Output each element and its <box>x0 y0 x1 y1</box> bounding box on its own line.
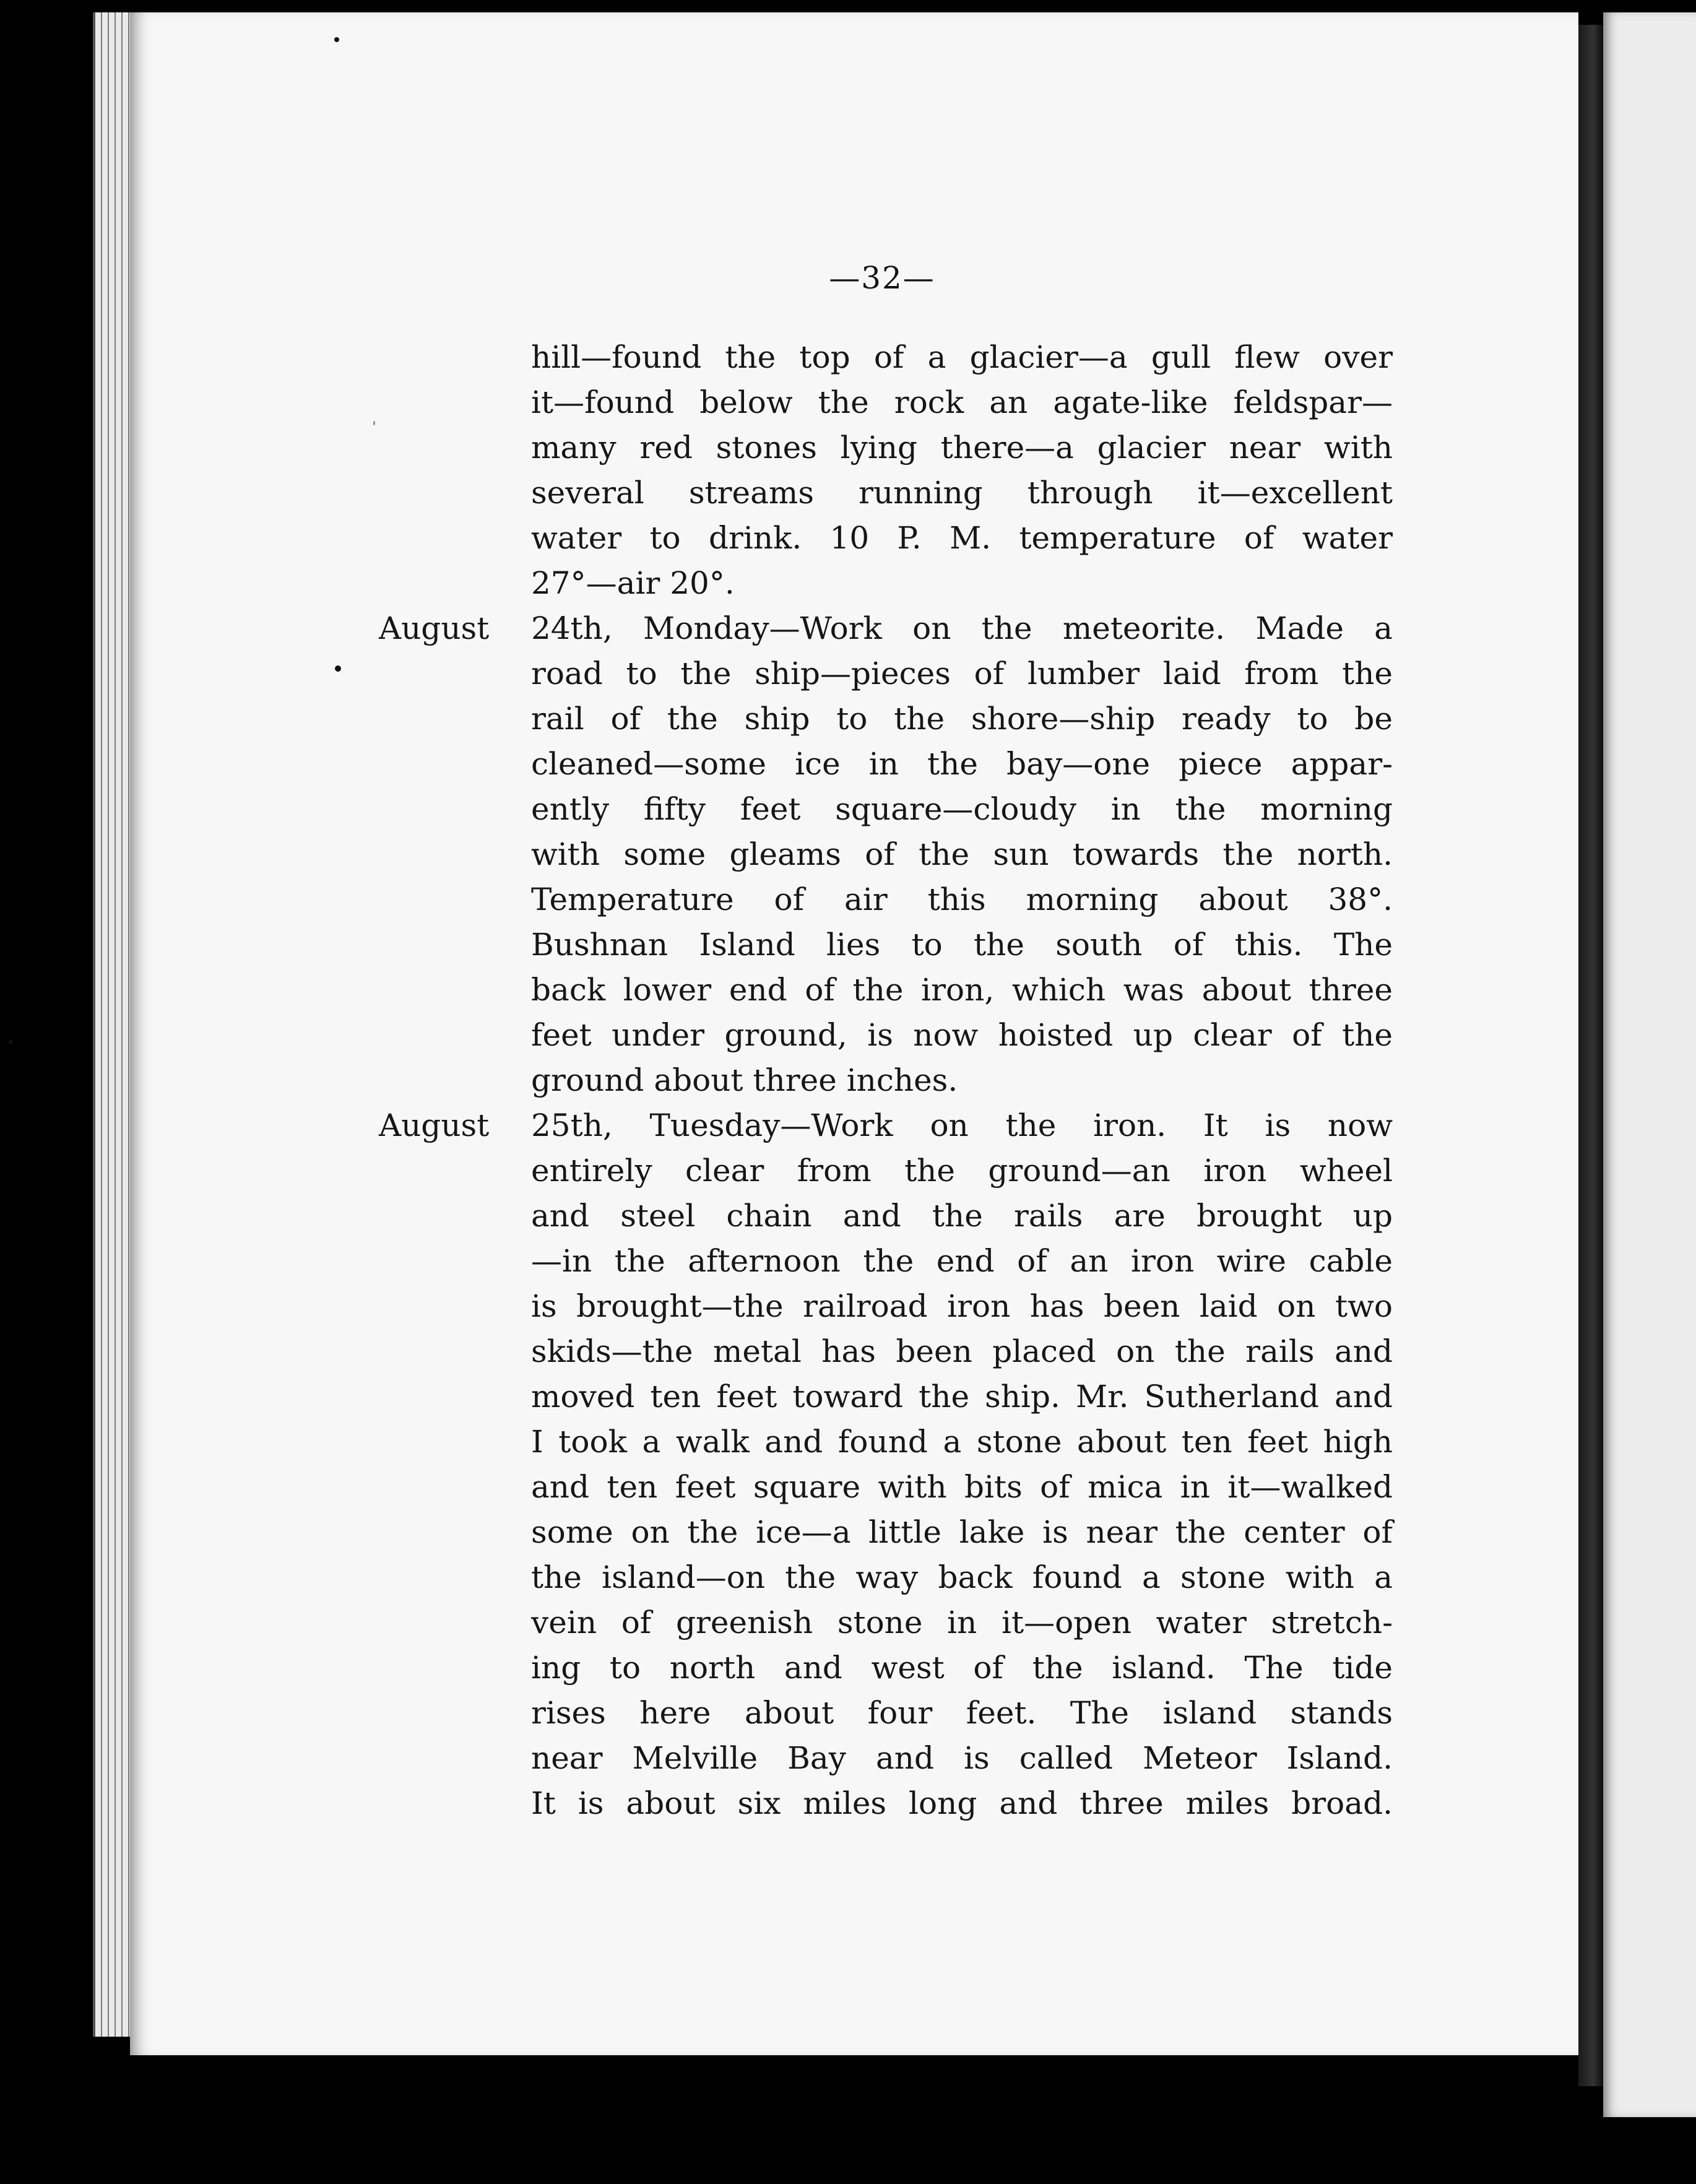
text-line: cleaned—some ice in the bay—one piece appar- <box>531 746 1393 782</box>
text-line: back lower end of the iron, which was about three <box>531 972 1393 1008</box>
text-line: several streams running through it—excellent <box>531 475 1393 511</box>
text-line: —in the afternoon the end of an iron wire cable <box>531 1243 1393 1279</box>
text-line: ently fifty feet square—cloudy in the morning <box>531 791 1393 827</box>
text-line: road to the ship—pieces of lumber laid from the <box>531 656 1393 691</box>
text-line: and steel chain and the rails are brought up <box>531 1198 1393 1234</box>
facing-page-edge <box>1603 12 1696 2117</box>
scan-speck <box>373 421 375 425</box>
page-number: —32— <box>829 260 935 296</box>
text-line: hill—found the top of a glacier—a gull flew over <box>531 339 1393 375</box>
scan-speck <box>334 37 339 42</box>
text-line: moved ten feet toward the ship. Mr. Sutherland and <box>531 1379 1393 1415</box>
text-line: near Melville Bay and is called Meteor Island. <box>531 1740 1393 1776</box>
text-line: skids—the metal has been placed on the rails and <box>531 1333 1393 1369</box>
text-line: vein of greenish stone in it—open water stretch- <box>531 1605 1393 1640</box>
text-line: water to drink. 10 P. M. temperature of water <box>531 520 1393 556</box>
text-line: and ten feet square with bits of mica in it—walked <box>531 1469 1393 1505</box>
text-line: entirely clear from the ground—an iron wheel <box>531 1153 1393 1189</box>
text-line: many red stones lying there—a glacier near with <box>531 430 1393 466</box>
text-line: rail of the ship to the shore—ship ready to be <box>531 701 1393 737</box>
scan-speck <box>9 1040 13 1044</box>
text-line: It is about six miles long and three miles broad. <box>531 1785 1393 1821</box>
text-line: it—found below the rock an agate-like feldspar— <box>531 384 1393 420</box>
book-gutter <box>1578 25 1603 2086</box>
text-line: the island—on the way back found a stone with a <box>531 1559 1393 1595</box>
text-line: rises here about four feet. The island stands <box>531 1695 1393 1731</box>
scan-speck <box>335 665 341 672</box>
text-line: is brought—the railroad iron has been laid on two <box>531 1288 1393 1324</box>
text-line: 24th, Monday—Work on the meteorite. Made a <box>531 610 1393 646</box>
text-line: Bushnan Island lies to the south of this. The <box>531 927 1393 963</box>
text-line: with some gleams of the sun towards the north. <box>531 836 1393 872</box>
text-line: 25th, Tuesday—Work on the iron. It is now <box>531 1107 1393 1143</box>
date-label-august-25: August <box>379 1107 490 1143</box>
date-label-august-24: August <box>379 610 490 646</box>
text-line: ing to north and west of the island. The tide <box>531 1650 1393 1686</box>
text-line: I took a walk and found a stone about ten feet high <box>531 1424 1393 1460</box>
text-line: feet under ground, is now hoisted up clear of the <box>531 1017 1393 1053</box>
text-line: ground about three inches. <box>531 1062 958 1098</box>
text-line: Temperature of air this morning about 38°. <box>531 882 1393 917</box>
text-line: 27°—air 20°. <box>531 565 735 601</box>
text-line: some on the ice—a little lake is near the center of <box>531 1514 1393 1550</box>
